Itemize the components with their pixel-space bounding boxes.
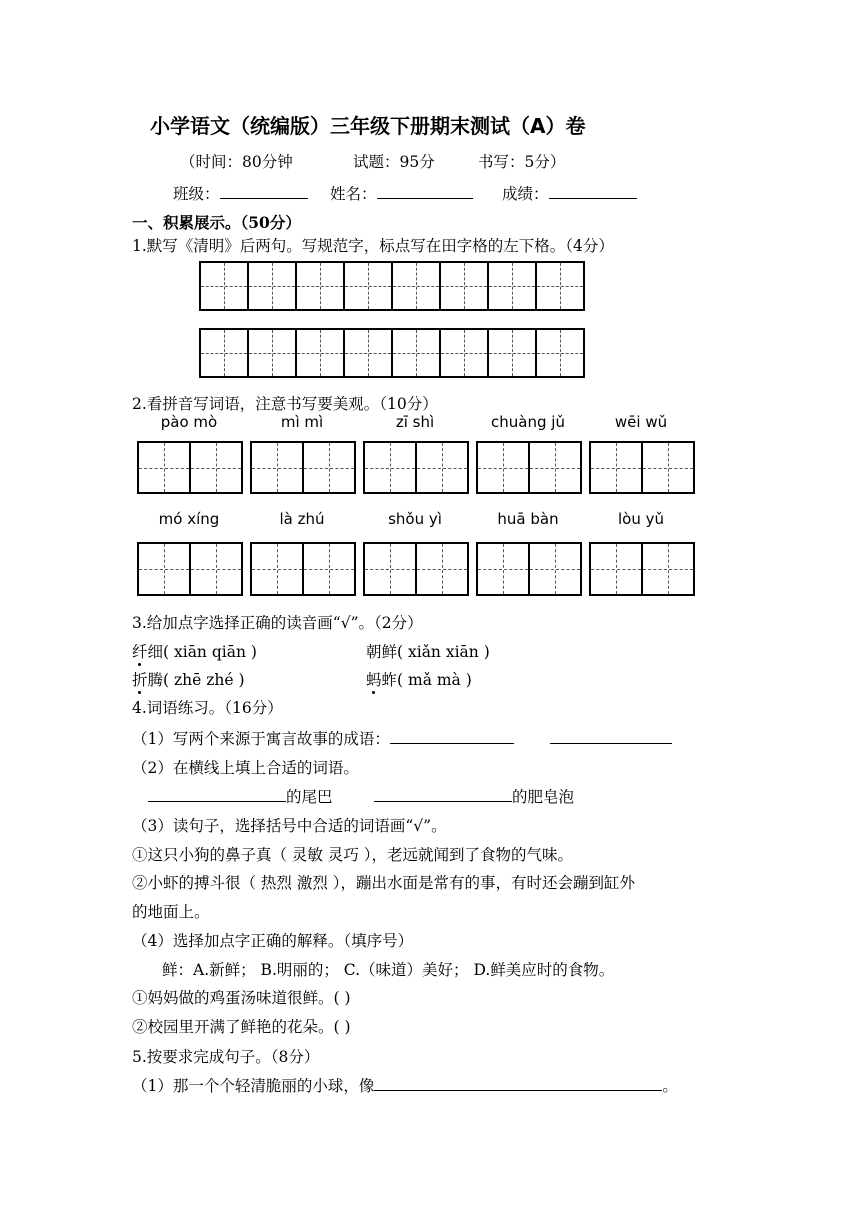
question-5-1: （1）那一个个轻清脆丽的小球，像 。 (132, 1077, 678, 1095)
word-grid[interactable] (363, 441, 467, 494)
pinyin-label: shǒu yì (388, 510, 442, 528)
definition-answer-1[interactable]: ①妈妈做的鸡蛋汤味道很鲜。( ) (132, 989, 351, 1007)
page-title: 小学语文（统编版）三年级下册期末测试（A）卷 (150, 114, 586, 138)
question-1: 1.默写《清明》后两句。写规范字，标点写在田字格的左下格。（4分） (132, 237, 614, 255)
word-grid[interactable] (250, 441, 354, 494)
pinyin-label: zī shì (395, 413, 435, 431)
exam-time: （时间：80分钟 (180, 153, 293, 171)
tianzige-row-2[interactable] (199, 328, 583, 378)
fill-phrase-1: 的尾巴 (148, 785, 333, 807)
word-grid[interactable] (363, 542, 467, 596)
tianzige-row-1[interactable] (199, 261, 583, 311)
question-3: 3.给加点字选择正确的读音画“√”。（2分） (132, 614, 423, 632)
question-5: 5.按要求完成句子。（8分） (132, 1048, 320, 1066)
pinyin-label: huā bàn (497, 510, 559, 528)
sentence-blank[interactable] (374, 1076, 662, 1091)
pinyin-label: là zhú (279, 510, 325, 528)
exam-writing: 书写：5分） (478, 153, 566, 171)
exam-score: 试题：95分 (353, 153, 435, 171)
section-heading: 一、积累展示。（50分） (132, 213, 301, 232)
grade-field[interactable] (502, 182, 637, 204)
pinyin-label: mì mì (280, 413, 324, 431)
pinyin-label: pào mò (160, 413, 218, 431)
reading-option[interactable]: 朝鲜( xiǎn xiān ) (366, 643, 490, 661)
word-blank-2[interactable] (374, 787, 512, 802)
question-4-4: （4）选择加点字正确的解释。（填序号） (132, 932, 414, 950)
definition-list: 鲜：A.新鲜； B.明丽的； C.（味道）美好； D.鲜美应时的食物。 (162, 961, 615, 979)
sentence-choice-1[interactable]: ①这只小狗的鼻子真（ 灵敏 灵巧 ），老远就闻到了食物的气味。 (132, 846, 574, 864)
pinyin-label: chuàng jǔ (491, 413, 565, 431)
question-2: 2.看拼音写词语，注意书写要美观。（10分） (132, 395, 438, 413)
class-field[interactable] (173, 182, 308, 204)
definition-answer-2[interactable]: ②校园里开满了鲜艳的花朵。( ) (132, 1018, 351, 1036)
word-grid[interactable] (250, 542, 354, 596)
idiom-blank-1[interactable] (390, 729, 514, 744)
fill-phrase-2: 的肥皂泡 (374, 785, 574, 807)
idiom-blank-2[interactable] (550, 729, 672, 744)
reading-option[interactable]: 蚂蚱( mǎ mà ) (366, 671, 472, 689)
pinyin-label: wēi wǔ (614, 413, 668, 431)
pinyin-label: lòu yǔ (617, 510, 664, 528)
word-grid[interactable] (589, 441, 693, 494)
word-blank-1[interactable] (148, 787, 286, 802)
class-label: 班级： (173, 185, 220, 203)
name-field[interactable] (330, 182, 473, 204)
reading-option[interactable]: 纤细( xiān qiān ) (132, 643, 257, 661)
question-4-2: （2）在横线上填上合适的词语。 (132, 759, 359, 777)
name-label: 姓名： (330, 185, 377, 203)
word-grid[interactable] (589, 542, 693, 596)
word-grid[interactable] (137, 542, 241, 596)
question-4-3: （3）读句子，选择括号中合适的词语画“√”。 (132, 817, 447, 835)
question-4: 4.词语练习。（16分） (132, 699, 283, 717)
word-grid[interactable] (137, 441, 241, 494)
question-4-1: （1）写两个来源于寓言故事的成语： (132, 727, 672, 749)
reading-option[interactable]: 折腾( zhē zhé ) (132, 671, 245, 689)
pinyin-label: mó xíng (158, 510, 220, 528)
word-grid[interactable] (476, 542, 580, 596)
word-grid[interactable] (476, 441, 580, 494)
sentence-choice-2-cont: 的地面上。 (132, 903, 210, 921)
sentence-choice-2[interactable]: ②小虾的搏斗很（ 热烈 激烈 ），蹦出水面是常有的事，有时还会蹦到缸外 (132, 874, 636, 892)
grade-label: 成绩： (502, 185, 549, 203)
